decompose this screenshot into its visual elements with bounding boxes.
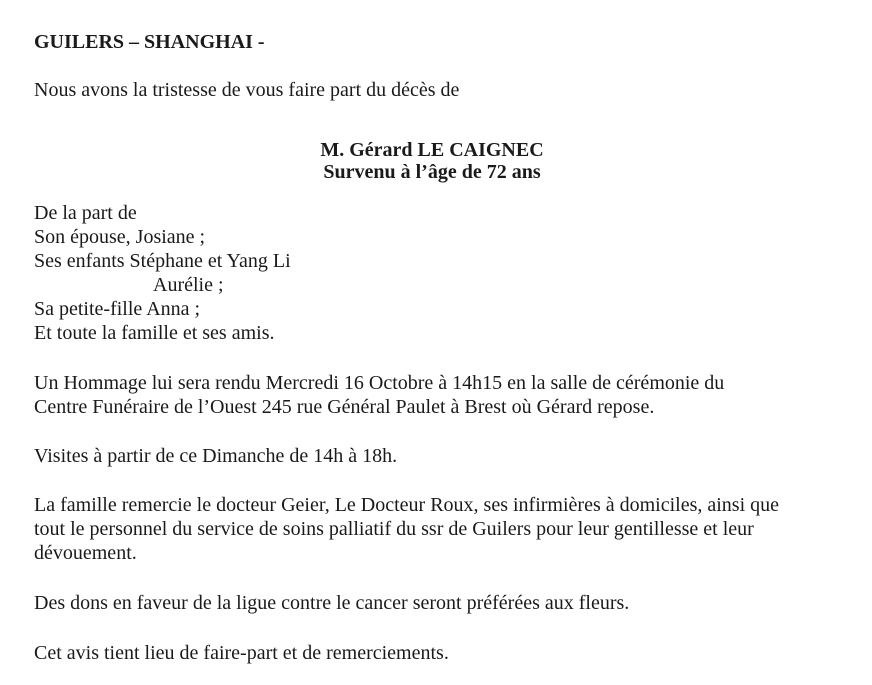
deceased-age: Survenu à l’âge de 72 ans bbox=[323, 161, 541, 183]
intro-text: Nous avons la tristesse de vous faire part du décès de bbox=[34, 79, 460, 101]
family-line: Aurélie ; bbox=[153, 274, 224, 296]
family-line: Ses enfants Stéphane et Yang Li bbox=[34, 250, 291, 272]
deceased-name: M. Gérard LE CAIGNEC bbox=[320, 139, 544, 161]
ceremony-line: Centre Funéraire de l’Ouest 245 rue Général Paulet à Brest où Gérard repose. bbox=[34, 396, 655, 418]
thanks-line: dévouement. bbox=[34, 542, 137, 564]
donations-text: Des dons en faveur de la ligue contre le cancer seront préférées aux fleurs. bbox=[34, 592, 630, 614]
thanks-line: La famille remercie le docteur Geier, Le Docteur Roux, ses infirmières à domiciles, ainsi que bbox=[34, 494, 780, 516]
ceremony-line: Un Hommage lui sera rendu Mercredi 16 Octobre à 14h15 en la salle de cérémonie du bbox=[34, 372, 725, 394]
family-line: Son épouse, Josiane ; bbox=[34, 226, 206, 248]
family-line: De la part de bbox=[34, 202, 137, 224]
visits-text: Visites à partir de ce Dimanche de 14h à 18h. bbox=[34, 445, 398, 467]
family-line: Sa petite-fille Anna ; bbox=[34, 298, 201, 320]
family-line: Et toute la famille et ses amis. bbox=[34, 322, 275, 344]
heading: GUILERS – SHANGHAI - bbox=[34, 31, 265, 53]
thanks-line: tout le personnel du service de soins palliatif du ssr de Guilers pour leur gentillesse et leur bbox=[34, 518, 754, 540]
closing-text: Cet avis tient lieu de faire-part et de remerciements. bbox=[34, 642, 449, 664]
